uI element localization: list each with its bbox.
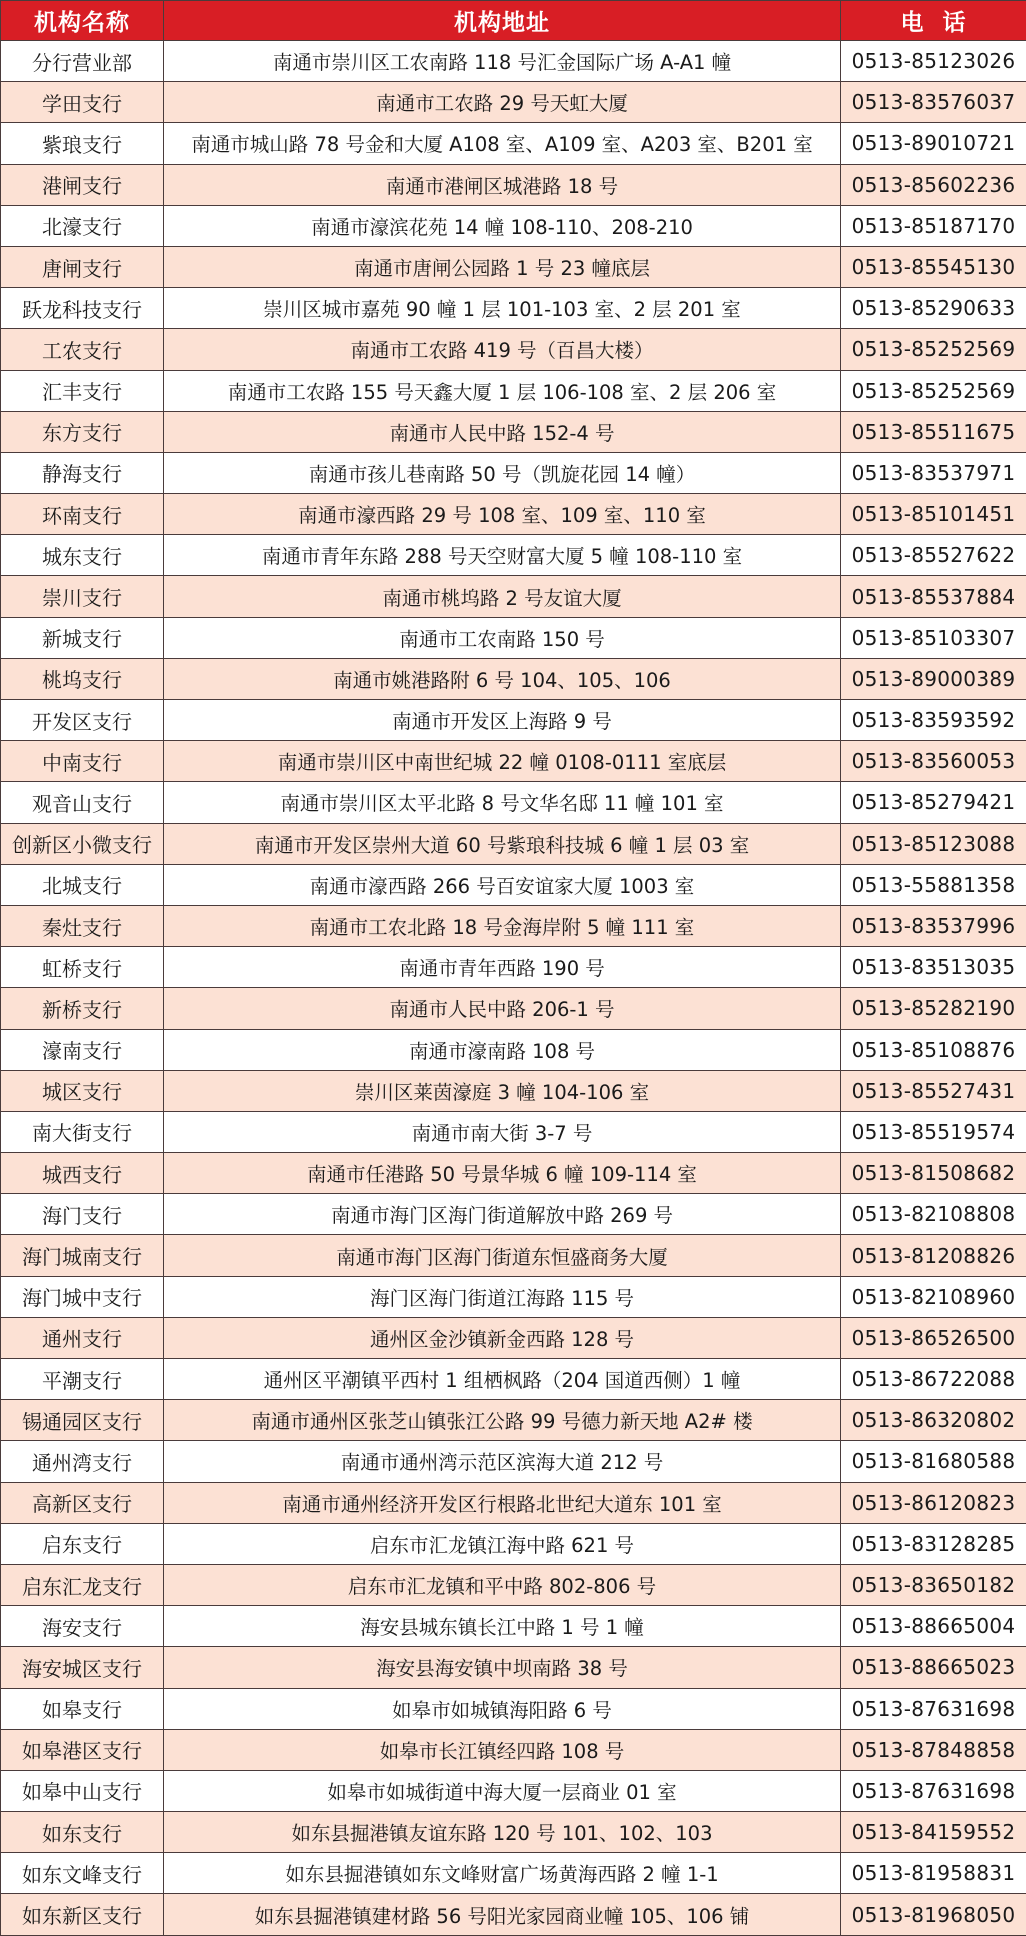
- branch-name-cell: 秦灶支行: [1, 905, 164, 946]
- branch-name-cell: 工农支行: [1, 329, 164, 370]
- table-row: [1, 1153, 1026, 1194]
- branch-address-cell: 崇川区莱茵濠庭 3 幢 104-106 室: [164, 1070, 841, 1111]
- table-row: [1, 1812, 1026, 1853]
- branch-phone-cell: 0513-83560053: [841, 741, 1026, 782]
- branch-address-cell: 通州区平潮镇平西村 1 组栖枫路（204 国道西侧）1 幢: [164, 1359, 841, 1400]
- branch-name-cell: 跃龙科技支行: [1, 288, 164, 329]
- branch-address-cell: 南通市濠西路 266 号百安谊家大厦 1003 室: [164, 864, 841, 905]
- branch-phone-cell: 0513-82108808: [841, 1194, 1026, 1235]
- branch-name-cell: 崇川支行: [1, 576, 164, 617]
- branch-address-cell: 南通市崇川区太平北路 8 号文华名邸 11 幢 101 室: [164, 782, 841, 823]
- branch-phone-cell: 0513-85123026: [841, 41, 1026, 82]
- branch-address-cell: 南通市开发区上海路 9 号: [164, 700, 841, 741]
- branch-address-cell: 如皋市如城街道中海大厦一层商业 01 室: [164, 1770, 841, 1811]
- table-row: [1, 246, 1026, 287]
- branch-phone-cell: 0513-83537971: [841, 452, 1026, 493]
- branch-phone-cell: 0513-87631698: [841, 1688, 1026, 1729]
- branch-name-cell: 海安支行: [1, 1606, 164, 1647]
- table-header: [1, 1, 1026, 41]
- table-row: [1, 1688, 1026, 1729]
- branch-address-cell: 如东县掘港镇友谊东路 120 号 101、102、103: [164, 1812, 841, 1853]
- branch-address-cell: 海安县城东镇长江中路 1 号 1 幢: [164, 1606, 841, 1647]
- branch-phone-cell: 0513-85252569: [841, 329, 1026, 370]
- table-row: [1, 576, 1026, 617]
- branch-address-cell: 海安县海安镇中坝南路 38 号: [164, 1647, 841, 1688]
- branch-name-cell: 开发区支行: [1, 700, 164, 741]
- table-row: [1, 617, 1026, 658]
- table-row: [1, 1070, 1026, 1111]
- branch-name-cell: 紫琅支行: [1, 123, 164, 164]
- branch-phone-cell: 0513-86722088: [841, 1359, 1026, 1400]
- branch-phone-cell: 0513-83537996: [841, 905, 1026, 946]
- branch-address-cell: 南通市工农南路 150 号: [164, 617, 841, 658]
- table-row: [1, 535, 1026, 576]
- table-row: [1, 1564, 1026, 1605]
- branch-phone-cell: 0513-81680588: [841, 1441, 1026, 1482]
- branch-name-cell: 通州湾支行: [1, 1441, 164, 1482]
- table-row: [1, 41, 1026, 82]
- table-row: [1, 782, 1026, 823]
- branch-phone-cell: 0513-81968050: [841, 1894, 1026, 1936]
- table-row: [1, 1894, 1026, 1936]
- branch-phone-cell: 0513-89010721: [841, 123, 1026, 164]
- branch-phone-cell: 0513-85108876: [841, 1029, 1026, 1070]
- table-row: [1, 1111, 1026, 1152]
- table-row: [1, 1029, 1026, 1070]
- branch-phone-cell: 0513-83593592: [841, 700, 1026, 741]
- branch-name-cell: 如皋中山支行: [1, 1770, 164, 1811]
- table-row: [1, 1441, 1026, 1482]
- branch-phone-cell: 0513-88665023: [841, 1647, 1026, 1688]
- branch-address-cell: 南通市工农路 29 号天虹大厦: [164, 82, 841, 123]
- branch-address-cell: 如皋市长江镇经四路 108 号: [164, 1729, 841, 1770]
- table-row: [1, 1235, 1026, 1276]
- table-row: [1, 947, 1026, 988]
- table-row: [1, 905, 1026, 946]
- branch-address-cell: 南通市青年西路 190 号: [164, 947, 841, 988]
- branch-phone-cell: 0513-85602236: [841, 164, 1026, 205]
- branch-phone-cell: 0513-85123088: [841, 823, 1026, 864]
- branch-address-cell: 启东市汇龙镇江海中路 621 号: [164, 1523, 841, 1564]
- table-body: [1, 41, 1026, 1936]
- branch-address-cell: 南通市工农路 419 号（百昌大楼）: [164, 329, 841, 370]
- branch-address-cell: 南通市人民中路 206-1 号: [164, 988, 841, 1029]
- branch-name-cell: 高新区支行: [1, 1482, 164, 1523]
- branch-address-cell: 南通市濠西路 29 号 108 室、109 室、110 室: [164, 494, 841, 535]
- table-row: [1, 1400, 1026, 1441]
- header-name: 机构名称: [1, 1, 164, 41]
- branch-address-cell: 海门区海门街道江海路 115 号: [164, 1276, 841, 1317]
- table-row: [1, 411, 1026, 452]
- table-row: [1, 741, 1026, 782]
- table-row: [1, 370, 1026, 411]
- branch-name-cell: 海门城中支行: [1, 1276, 164, 1317]
- branch-phone-cell: 0513-83650182: [841, 1564, 1026, 1605]
- branch-address-cell: 启东市汇龙镇和平中路 802-806 号: [164, 1564, 841, 1605]
- branch-phone-cell: 0513-85103307: [841, 617, 1026, 658]
- branch-address-cell: 南通市唐闸公园路 1 号 23 幢底层: [164, 246, 841, 287]
- branch-name-cell: 海安城区支行: [1, 1647, 164, 1688]
- table-row: [1, 164, 1026, 205]
- branch-name-cell: 北城支行: [1, 864, 164, 905]
- branch-phone-cell: 0513-85545130: [841, 246, 1026, 287]
- branch-address-cell: 南通市南大街 3-7 号: [164, 1111, 841, 1152]
- branch-name-cell: 汇丰支行: [1, 370, 164, 411]
- branch-phone-cell: 0513-89000389: [841, 658, 1026, 699]
- branch-name-cell: 创新区小微支行: [1, 823, 164, 864]
- branch-address-cell: 南通市孩儿巷南路 50 号（凯旋花园 14 幢）: [164, 452, 841, 493]
- branch-address-cell: 南通市崇川区中南世纪城 22 幢 0108-0111 室底层: [164, 741, 841, 782]
- branch-phone-cell: 0513-85279421: [841, 782, 1026, 823]
- branch-phone-cell: 0513-87848858: [841, 1729, 1026, 1770]
- branch-address-cell: 南通市通州经济开发区行根路北世纪大道东 101 室: [164, 1482, 841, 1523]
- branch-address-cell: 南通市开发区崇州大道 60 号紫琅科技城 6 幢 1 层 03 室: [164, 823, 841, 864]
- branch-name-cell: 唐闸支行: [1, 246, 164, 287]
- branch-address-cell: 南通市工农路 155 号天鑫大厦 1 层 106-108 室、2 层 206 室: [164, 370, 841, 411]
- branch-name-cell: 东方支行: [1, 411, 164, 452]
- table-row: [1, 1523, 1026, 1564]
- branch-phone-cell: 0513-86320802: [841, 1400, 1026, 1441]
- branch-name-cell: 如皋支行: [1, 1688, 164, 1729]
- table-row: [1, 123, 1026, 164]
- branch-address-cell: 南通市青年东路 288 号天空财富大厦 5 幢 108-110 室: [164, 535, 841, 576]
- table-row: [1, 1770, 1026, 1811]
- branch-phone-cell: 0513-85519574: [841, 1111, 1026, 1152]
- table-row: [1, 452, 1026, 493]
- table-row: [1, 329, 1026, 370]
- table-row: [1, 205, 1026, 246]
- branch-address-cell: 通州区金沙镇新金西路 128 号: [164, 1317, 841, 1358]
- branch-address-cell: 南通市通州湾示范区滨海大道 212 号: [164, 1441, 841, 1482]
- table-row: [1, 288, 1026, 329]
- table-row: [1, 823, 1026, 864]
- table-row: [1, 82, 1026, 123]
- branch-name-cell: 濠南支行: [1, 1029, 164, 1070]
- branch-name-cell: 观音山支行: [1, 782, 164, 823]
- branch-name-cell: 海门城南支行: [1, 1235, 164, 1276]
- branch-name-cell: 平潮支行: [1, 1359, 164, 1400]
- branch-phone-cell: 0513-82108960: [841, 1276, 1026, 1317]
- table-row: [1, 1276, 1026, 1317]
- branch-name-cell: 中南支行: [1, 741, 164, 782]
- branch-address-cell: 南通市通州区张芝山镇张江公路 99 号德力新天地 A2# 楼: [164, 1400, 841, 1441]
- branch-name-cell: 如东文峰支行: [1, 1853, 164, 1894]
- branch-address-cell: 崇川区城市嘉苑 90 幢 1 层 101-103 室、2 层 201 室: [164, 288, 841, 329]
- branch-phone-cell: 0513-81208826: [841, 1235, 1026, 1276]
- branch-phone-cell: 0513-83576037: [841, 82, 1026, 123]
- header-phone: 电 话: [841, 1, 1026, 41]
- branch-address-cell: 南通市濠南路 108 号: [164, 1029, 841, 1070]
- branch-address-cell: 南通市桃坞路 2 号友谊大厦: [164, 576, 841, 617]
- branch-name-cell: 如东支行: [1, 1812, 164, 1853]
- branch-phone-cell: 0513-85290633: [841, 288, 1026, 329]
- table-row: [1, 700, 1026, 741]
- table-row: [1, 1647, 1026, 1688]
- branch-address-cell: 南通市崇川区工农南路 118 号汇金国际广场 A-A1 幢: [164, 41, 841, 82]
- table-row: [1, 658, 1026, 699]
- table-row: [1, 1359, 1026, 1400]
- branch-name-cell: 锡通园区支行: [1, 1400, 164, 1441]
- table-row: [1, 1317, 1026, 1358]
- branch-phone-cell: 0513-85511675: [841, 411, 1026, 452]
- branch-address-cell: 如皋市如城镇海阳路 6 号: [164, 1688, 841, 1729]
- table-row: [1, 1194, 1026, 1235]
- branch-phone-cell: 0513-86526500: [841, 1317, 1026, 1358]
- branch-phone-cell: 0513-85537884: [841, 576, 1026, 617]
- branch-name-cell: 通州支行: [1, 1317, 164, 1358]
- branch-address-cell: 如东县掘港镇如东文峰财富广场黄海西路 2 幢 1-1: [164, 1853, 841, 1894]
- branch-name-cell: 环南支行: [1, 494, 164, 535]
- branch-address-cell: 南通市濠滨花苑 14 幢 108-110、208-210: [164, 205, 841, 246]
- branch-name-cell: 城东支行: [1, 535, 164, 576]
- branch-address-cell: 南通市港闸区城港路 18 号: [164, 164, 841, 205]
- table-row: [1, 988, 1026, 1029]
- branch-phone-cell: 0513-85527431: [841, 1070, 1026, 1111]
- branch-name-cell: 新桥支行: [1, 988, 164, 1029]
- branch-address-cell: 南通市人民中路 152-4 号: [164, 411, 841, 452]
- branch-name-cell: 启东支行: [1, 1523, 164, 1564]
- branch-address-cell: 如东县掘港镇建材路 56 号阳光家园商业幢 105、106 铺: [164, 1894, 841, 1936]
- branch-address-cell: 南通市工农北路 18 号金海岸附 5 幢 111 室: [164, 905, 841, 946]
- branch-name-cell: 港闸支行: [1, 164, 164, 205]
- branch-phone-cell: 0513-81958831: [841, 1853, 1026, 1894]
- branch-name-cell: 新城支行: [1, 617, 164, 658]
- branch-name-cell: 海门支行: [1, 1194, 164, 1235]
- header-address: 机构地址: [164, 1, 841, 41]
- branch-phone-cell: 0513-81508682: [841, 1153, 1026, 1194]
- branch-address-cell: 南通市任港路 50 号景华城 6 幢 109-114 室: [164, 1153, 841, 1194]
- branch-address-cell: 南通市城山路 78 号金和大厦 A108 室、A109 室、A203 室、B201 室: [164, 123, 841, 164]
- branch-phone-cell: 0513-88665004: [841, 1606, 1026, 1647]
- branch-name-cell: 学田支行: [1, 82, 164, 123]
- branch-name-cell: 城西支行: [1, 1153, 164, 1194]
- table-row: [1, 1606, 1026, 1647]
- table-row: [1, 494, 1026, 535]
- branch-phone-cell: 0513-87631698: [841, 1770, 1026, 1811]
- table-row: [1, 864, 1026, 905]
- branch-name-cell: 南大街支行: [1, 1111, 164, 1152]
- branch-address-cell: 南通市海门区海门街道解放中路 269 号: [164, 1194, 841, 1235]
- header-row: [1, 1, 1026, 41]
- branch-name-cell: 启东汇龙支行: [1, 1564, 164, 1605]
- branch-name-cell: 虹桥支行: [1, 947, 164, 988]
- branch-phone-cell: 0513-83128285: [841, 1523, 1026, 1564]
- branch-name-cell: 城区支行: [1, 1070, 164, 1111]
- table-row: [1, 1482, 1026, 1523]
- branch-phone-cell: 0513-86120823: [841, 1482, 1026, 1523]
- branch-name-cell: 北濠支行: [1, 205, 164, 246]
- branch-phone-cell: 0513-85101451: [841, 494, 1026, 535]
- table-row: [1, 1729, 1026, 1770]
- branch-phone-cell: 0513-85282190: [841, 988, 1026, 1029]
- branch-name-cell: 如东新区支行: [1, 1894, 164, 1936]
- branch-phone-cell: 0513-55881358: [841, 864, 1026, 905]
- branch-phone-cell: 0513-83513035: [841, 947, 1026, 988]
- branch-phone-cell: 0513-85252569: [841, 370, 1026, 411]
- table-row: [1, 1853, 1026, 1894]
- branch-address-cell: 南通市姚港路附 6 号 104、105、106: [164, 658, 841, 699]
- branch-phone-cell: 0513-84159552: [841, 1812, 1026, 1853]
- branch-phone-cell: 0513-85527622: [841, 535, 1026, 576]
- branch-name-cell: 静海支行: [1, 452, 164, 493]
- branch-name-cell: 桃坞支行: [1, 658, 164, 699]
- branch-phone-cell: 0513-85187170: [841, 205, 1026, 246]
- branch-name-cell: 分行营业部: [1, 41, 164, 82]
- branch-address-cell: 南通市海门区海门街道东恒盛商务大厦: [164, 1235, 841, 1276]
- branch-name-cell: 如皋港区支行: [1, 1729, 164, 1770]
